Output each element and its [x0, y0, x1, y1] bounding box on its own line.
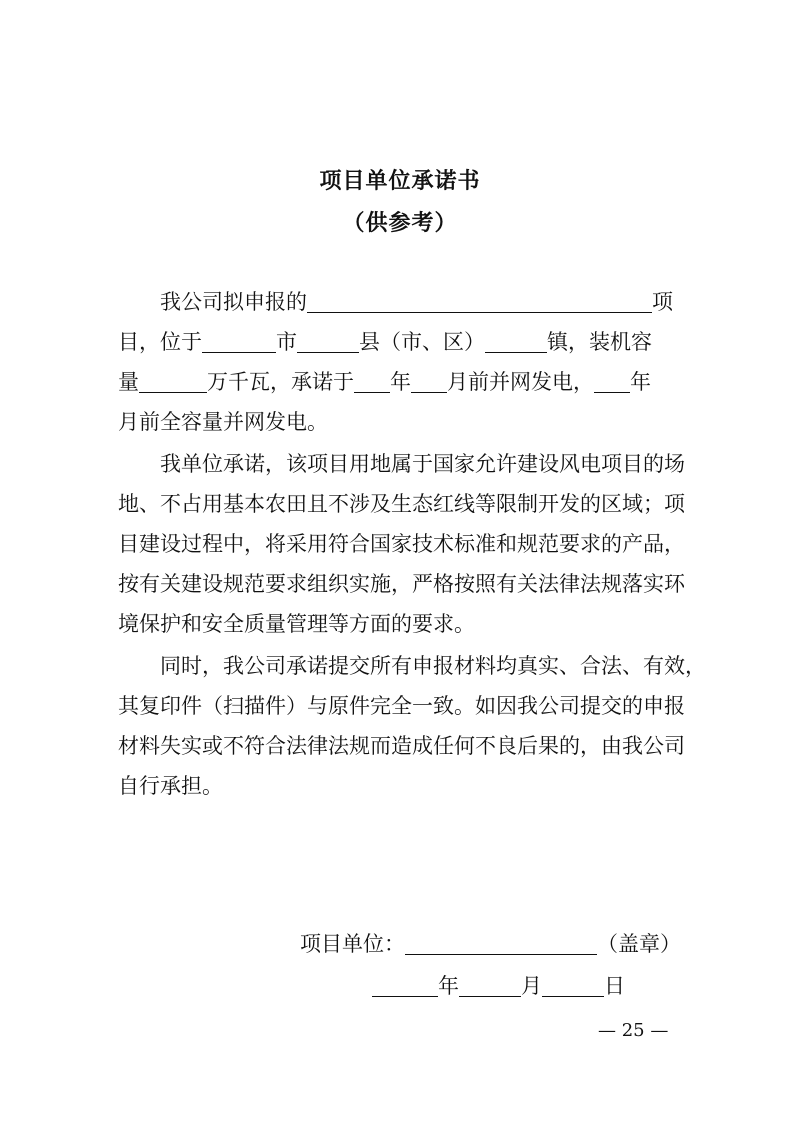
paragraph-3: [118, 646, 706, 806]
p1-text: 目，位于: [118, 330, 202, 354]
p1-text: 市: [276, 330, 297, 354]
p3-line: 自行承担。: [118, 774, 223, 798]
page-number: — 25 —: [598, 1020, 669, 1041]
capacity-blank: [139, 368, 207, 393]
p3-line: 其复印件（扫描件）与原件完全一致。如因我公司提交的申报: [118, 694, 685, 718]
document-subtitle: （供参考）: [342, 211, 458, 236]
p1-text: 万千瓦，承诺于: [207, 370, 354, 394]
p1-text: 县（市、区）: [359, 330, 485, 354]
p1-text: 我公司拟申报的: [160, 290, 307, 314]
p2-line: 我单位承诺，该项目用地属于国家允许建设风电项目的场: [160, 452, 685, 476]
signature-date-line: [372, 966, 625, 1006]
unit-name-blank: [405, 930, 597, 955]
p1-line-2: [118, 322, 652, 362]
p1-text: 月前并网发电，: [447, 370, 594, 394]
p1-text: 年: [630, 370, 651, 394]
paragraph-1: [118, 282, 688, 442]
unit-label: 项目单位：: [300, 932, 405, 956]
grid-year-blank: [354, 368, 390, 393]
paragraph-2: [118, 444, 688, 644]
p1-text: 年: [390, 370, 411, 394]
full-grid-year-blank: [594, 368, 630, 393]
city-blank: [202, 328, 276, 353]
p1-text: 镇，装机容: [547, 330, 652, 354]
p1-line-3: [118, 362, 651, 402]
signature-unit-line: [300, 924, 681, 964]
p3-line: 材料失实或不符合法律法规而造成任何不良后果的，由我公司: [118, 734, 685, 758]
year-label: 年: [438, 974, 459, 998]
p1-text: 项: [652, 290, 673, 314]
sign-month-blank: [459, 972, 521, 997]
county-blank: [297, 328, 359, 353]
sign-year-blank: [372, 972, 438, 997]
p2-line: 目建设过程中，将采用符合国家技术标准和规范要求的产品，: [118, 532, 685, 556]
p3-line: 同时，我公司承诺提交所有申报材料均真实、合法、有效，: [160, 654, 706, 678]
sign-day-blank: [542, 972, 604, 997]
p1-line-1: [160, 282, 673, 322]
grid-month-blank: [411, 368, 447, 393]
day-label: 日: [604, 974, 625, 998]
seal-label: （盖章）: [597, 932, 681, 956]
p2-line: 境保护和安全质量管理等方面的要求。: [118, 612, 475, 636]
project-name-blank: [307, 288, 652, 313]
p1-text: 月前全容量并网发电。: [118, 410, 328, 434]
p1-text: 量: [118, 370, 139, 394]
p2-line: 地、不占用基本农田且不涉及生态红线等限制开发的区域；项: [118, 492, 685, 516]
p2-line: 按有关建设规范要求组织实施，严格按照有关法律法规落实环: [118, 572, 685, 596]
document-title: 项目单位承诺书: [319, 169, 481, 194]
month-label: 月: [521, 974, 542, 998]
p1-line-4: [118, 402, 328, 442]
town-blank: [485, 328, 547, 353]
